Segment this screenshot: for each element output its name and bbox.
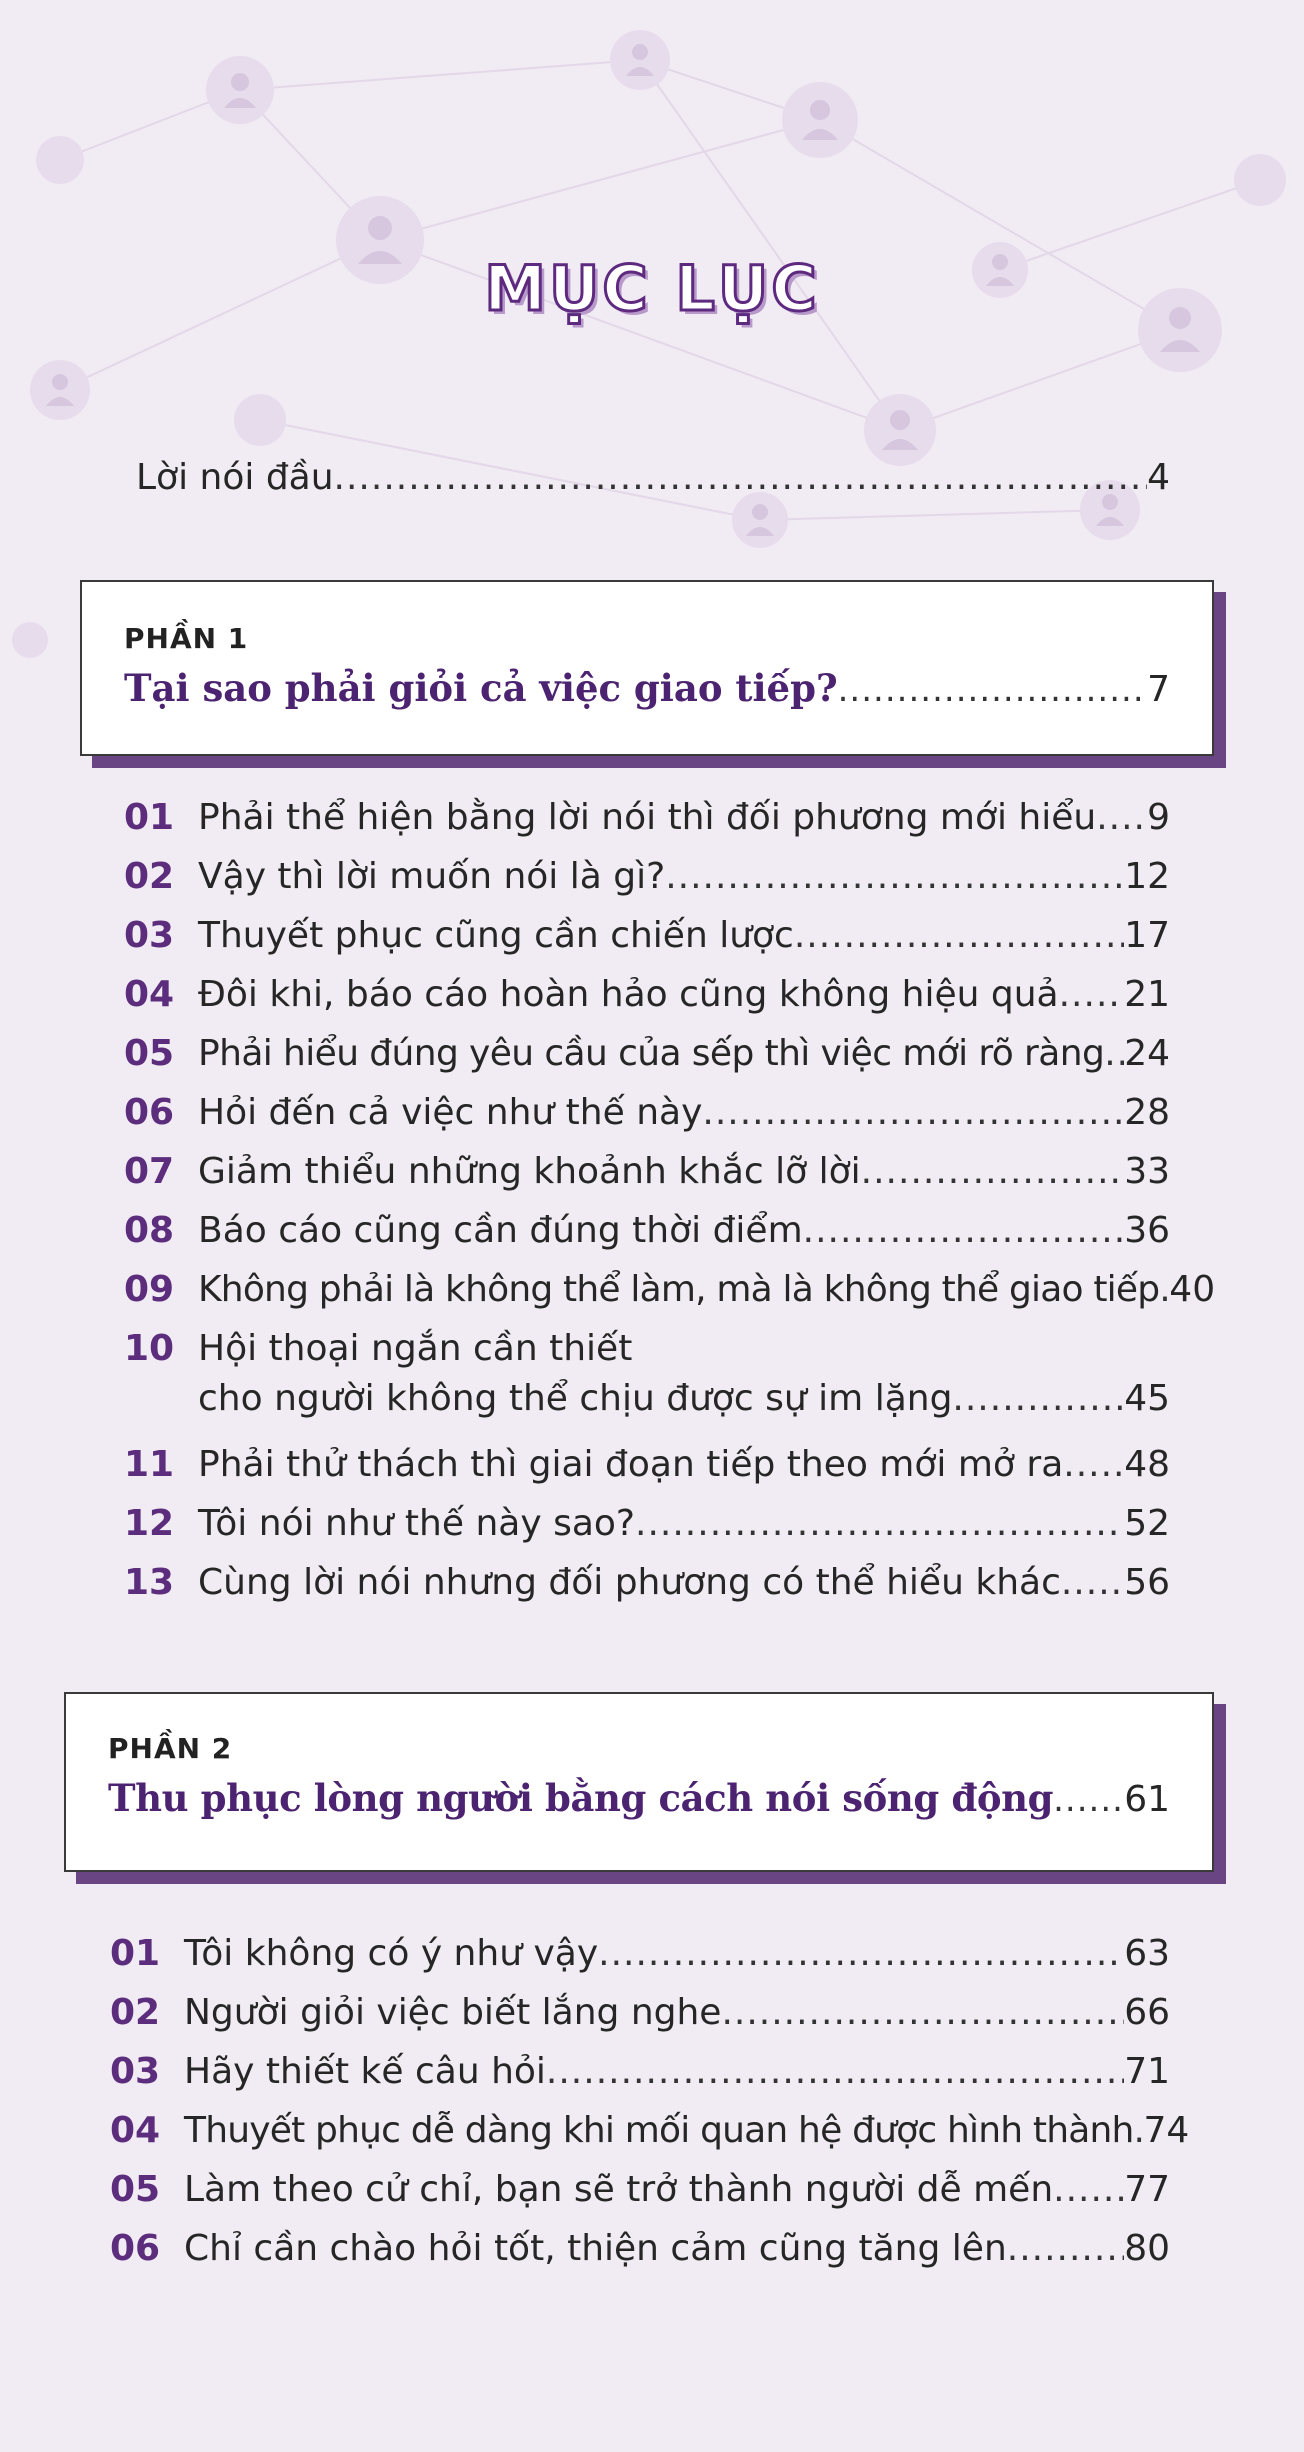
- chapter-page: 9: [1147, 797, 1170, 838]
- chapter-page: 66: [1124, 1992, 1170, 2033]
- toc-entry-2-01[interactable]: [110, 1932, 1170, 1976]
- page-title: MỤC LỤC: [484, 252, 820, 325]
- chapter-number: 06: [110, 2228, 161, 2269]
- toc-entry-1-07[interactable]: [124, 1150, 1170, 1194]
- chapter-page: 56: [1124, 1562, 1170, 1603]
- part-1-label: PHẦN 1: [124, 622, 249, 655]
- dot-leader: [598, 1932, 1124, 1976]
- chapter-title: Tôi không có ý như vậy: [184, 1933, 599, 1974]
- toc-entry-2-06[interactable]: [110, 2227, 1170, 2271]
- part-2-title: Thu phục lòng người bằng cách nói sống động: [108, 1776, 1054, 1820]
- chapter-page: 12: [1124, 856, 1170, 897]
- chapter-number: 01: [124, 797, 175, 838]
- part-1-page: 7: [1147, 669, 1170, 710]
- toc-entry-1-11[interactable]: [124, 1443, 1170, 1487]
- chapter-title: Báo cáo cũng cần đúng thời điểm: [198, 1210, 803, 1251]
- chapter-number: 08: [124, 1210, 175, 1251]
- dot-leader: [1053, 2168, 1124, 2212]
- chapter-number: 05: [124, 1033, 175, 1074]
- chapter-number: 05: [110, 2169, 161, 2210]
- chapter-title-line1: Hội thoại ngắn cần thiết: [198, 1328, 633, 1369]
- chapter-number: 10: [124, 1328, 175, 1369]
- dot-leader: [1134, 2109, 1144, 2153]
- dot-leader: [1053, 1780, 1124, 1820]
- dot-leader: [546, 2050, 1124, 2094]
- toc-entry-1-08[interactable]: [124, 1209, 1170, 1253]
- chapter-title: Hỏi đến cả việc như thế này: [198, 1092, 703, 1133]
- dot-leader: [665, 855, 1124, 899]
- part-2-title-row[interactable]: [108, 1776, 1170, 1820]
- chapter-number: 03: [124, 915, 175, 956]
- chapter-title-block: [198, 1327, 1170, 1421]
- chapter-title: Vậy thì lời muốn nói là gì?: [198, 856, 666, 897]
- dot-leader: [635, 1502, 1124, 1546]
- chapter-page: 33: [1124, 1151, 1170, 1192]
- toc-entry-1-13[interactable]: [124, 1561, 1170, 1605]
- chapter-page: 21: [1124, 974, 1170, 1015]
- toc-entry-1-01[interactable]: [124, 796, 1170, 840]
- toc-entry-2-03[interactable]: [110, 2050, 1170, 2094]
- dot-leader: [1096, 796, 1147, 840]
- part-2-page: 61: [1124, 1779, 1170, 1820]
- chapter-page: 45: [1124, 1378, 1170, 1419]
- part-2-label: PHẦN 2: [108, 1732, 233, 1765]
- dot-leader: [952, 1377, 1124, 1421]
- chapter-title: Phải thử thách thì giai đoạn tiếp theo mới mở ra: [198, 1444, 1064, 1485]
- toc-entry-2-04[interactable]: [110, 2109, 1190, 2153]
- chapter-number: 02: [110, 1992, 161, 2033]
- chapter-number: 02: [124, 856, 175, 897]
- chapter-title: Phải thể hiện bằng lời nói thì đối phương mới hiểu: [198, 797, 1097, 838]
- dot-leader: [838, 670, 1147, 710]
- dot-leader: [803, 1209, 1125, 1253]
- chapter-title: Phải hiểu đúng yêu cầu của sếp thì việc mới rõ ràng: [198, 1033, 1105, 1074]
- toc-entry-1-12[interactable]: [124, 1502, 1170, 1546]
- toc-entry-1-10[interactable]: [124, 1327, 1170, 1421]
- preface-page: 4: [1147, 457, 1170, 498]
- chapter-title: Giảm thiểu những khoảnh khắc lỡ lời: [198, 1151, 861, 1192]
- dot-leader: [1061, 1561, 1124, 1605]
- toc-entry-1-06[interactable]: [124, 1091, 1170, 1135]
- chapter-title-line2-row: [198, 1377, 1170, 1421]
- chapter-number: 06: [124, 1092, 175, 1133]
- chapter-page: 24: [1124, 1033, 1170, 1074]
- chapter-page: 80: [1124, 2228, 1170, 2269]
- chapter-page: 17: [1124, 915, 1170, 956]
- dot-leader: [1063, 1443, 1124, 1487]
- part-1-title-row[interactable]: [124, 666, 1170, 710]
- chapter-title: Cùng lời nói nhưng đối phương có thể hiểu khác: [198, 1562, 1061, 1603]
- toc-entry-1-04[interactable]: [124, 973, 1170, 1017]
- chapter-title: Thuyết phục cũng cần chiến lược: [198, 915, 794, 956]
- chapter-page: 74: [1143, 2110, 1190, 2151]
- toc-entry-2-05[interactable]: [110, 2168, 1170, 2212]
- chapter-title: Làm theo cử chỉ, bạn sẽ trở thành người dễ mến: [184, 2169, 1054, 2210]
- toc-entry-2-02[interactable]: [110, 1991, 1170, 2035]
- dot-leader: [702, 1091, 1124, 1135]
- chapter-number: 12: [124, 1503, 175, 1544]
- part-1-title: Tại sao phải giỏi cả việc giao tiếp?: [124, 666, 838, 710]
- chapter-number: 04: [124, 974, 175, 1015]
- toc-entry-1-09[interactable]: [124, 1268, 1216, 1312]
- chapter-page: 52: [1124, 1503, 1170, 1544]
- chapter-page: 48: [1124, 1444, 1170, 1485]
- chapter-page: 28: [1124, 1092, 1170, 1133]
- preface-entry[interactable]: [136, 456, 1170, 500]
- chapter-page: 40: [1169, 1269, 1216, 1310]
- chapter-number: 03: [110, 2051, 161, 2092]
- toc-entry-1-03[interactable]: [124, 914, 1170, 958]
- dot-leader: [794, 914, 1124, 958]
- chapter-title: Đôi khi, báo cáo hoàn hảo cũng không hiệu quả: [198, 974, 1059, 1015]
- chapter-title: Người giỏi việc biết lắng nghe: [184, 1992, 722, 2033]
- dot-leader: [1059, 973, 1125, 1017]
- chapter-number: 04: [110, 2110, 161, 2151]
- chapter-title: Không phải là không thể làm, mà là không thể giao tiếp: [198, 1269, 1160, 1310]
- chapter-title: Thuyết phục dễ dàng khi mối quan hệ được hình thành: [184, 2110, 1134, 2151]
- chapter-page: 63: [1124, 1933, 1170, 1974]
- preface-label: Lời nói đầu: [136, 457, 334, 498]
- chapter-title: Tôi nói như thế này sao?: [198, 1503, 636, 1544]
- chapter-number: 07: [124, 1151, 175, 1192]
- chapter-number: 13: [124, 1562, 175, 1603]
- chapter-page: 71: [1124, 2051, 1170, 2092]
- dot-leader: [1159, 1268, 1169, 1312]
- dot-leader: [1007, 2227, 1124, 2271]
- dot-leader: [334, 456, 1148, 500]
- dot-leader: [1104, 1032, 1124, 1076]
- chapter-number: 11: [124, 1444, 175, 1485]
- chapter-number: 09: [124, 1269, 175, 1310]
- toc-entry-1-02[interactable]: [124, 855, 1170, 899]
- chapter-title: Chỉ cần chào hỏi tốt, thiện cảm cũng tăng lên: [184, 2228, 1007, 2269]
- dot-leader: [861, 1150, 1125, 1194]
- chapter-page: 77: [1124, 2169, 1170, 2210]
- chapter-number: 01: [110, 1933, 161, 1974]
- chapter-page: 36: [1124, 1210, 1170, 1251]
- toc-entry-1-05[interactable]: [124, 1032, 1170, 1076]
- chapter-title: Hãy thiết kế câu hỏi: [184, 2051, 546, 2092]
- dot-leader: [721, 1991, 1124, 2035]
- chapter-title-line2: cho người không thể chịu được sự im lặng: [198, 1378, 953, 1419]
